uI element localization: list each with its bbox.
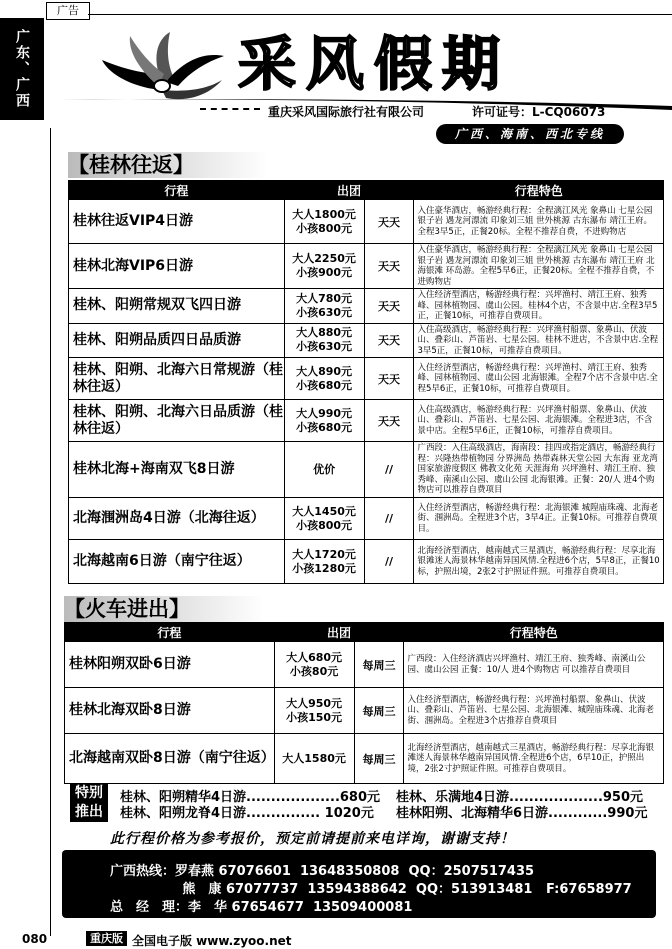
child-price: 小孩680元 <box>296 378 353 392</box>
route-features: 入住经济型酒店，畅游经典行程：兴坪渔村船票、象鼻山、伏波山、叠彩山、芦笛岩、七星公园、北海银滩、城隍庙珠魂、北海老街、涠洲岛。全程进3个店推荐自费项目 <box>404 688 664 734</box>
col-header-features: 行程特色 <box>414 181 664 200</box>
route-name: 北海越南6日游（南宁往返） <box>69 540 285 584</box>
page-number: 080 <box>22 932 48 946</box>
price-cell <box>284 498 364 540</box>
price-cell <box>284 442 364 498</box>
departure-frequency: 天天 <box>364 244 414 289</box>
table-row <box>65 642 664 688</box>
price-cell <box>284 540 364 584</box>
departure-frequency: // <box>364 442 414 498</box>
table-row <box>69 442 664 498</box>
train-table <box>64 622 664 784</box>
table-row <box>69 289 664 324</box>
table-row <box>69 498 664 540</box>
child-price: 小孩900元 <box>296 266 353 279</box>
route-features: 入住高级酒店，畅游经典行程：兴坪渔村船票、象鼻山、伏波山、叠彩山、芦笛岩、七星公园、北海银滩。全程进3店，不含景中店。全程5早6正，正餐10标，可推荐自费项目。 <box>414 400 664 442</box>
child-price: 小孩630元 <box>296 305 353 319</box>
specialty-lines-badge: 广西、海南、西北专线 <box>436 124 624 144</box>
departure-frequency: 天天 <box>364 400 414 442</box>
table-row <box>69 323 664 358</box>
dashed-rule <box>200 108 260 110</box>
departure-frequency: 天天 <box>364 358 414 400</box>
route-name: 桂林、阳朔品质四日品质游 <box>69 323 285 358</box>
route-features: 北海经济型酒店，越南越式三星酒店，畅游经典行程：尽享北海银滩迷人海景林华越南异国风情.全程进6个店，5早8正，正餐10标，护照出境，2张2寸护照证件照。可推荐自费项目。 <box>414 540 664 584</box>
price-cell <box>284 358 364 400</box>
price-cell <box>284 244 364 289</box>
adult-price: 大人1580元 <box>282 751 346 765</box>
guilin-table <box>68 180 664 584</box>
col-header-route: 行程 <box>65 623 275 642</box>
child-price: 小孩800元 <box>296 518 353 532</box>
table-row <box>69 358 664 400</box>
table-header-row <box>65 623 664 642</box>
child-price: 小孩1280元 <box>292 561 356 575</box>
departure-frequency: 每周三 <box>354 642 404 688</box>
col-header-features: 行程特色 <box>404 623 664 642</box>
departure-frequency: 天天 <box>364 323 414 358</box>
route-name: 北海涠洲岛4日游（北海往返） <box>69 498 285 540</box>
route-features: 入住经济型酒店，畅游经典行程：兴坪渔村、靖江王府、独秀峰、园林植物园、虞山公园 北海银滩。全程7个店不含景中店.全程5早6正，正餐10标，可推荐自费项目。 <box>414 358 664 400</box>
special-price: 优价 <box>313 462 336 476</box>
route-features: 入住高级酒店，畅游经典行程：兴坪渔村船票、象鼻山、伏波山、叠彩山、芦笛岩、七星公园。桂林不进店，不含景中店.全程3早5正，正餐10标，可推荐自费项目。 <box>414 323 664 358</box>
special-offer-label: 特别推出 <box>70 784 108 822</box>
child-price: 小孩630元 <box>296 340 353 354</box>
departure-frequency: 每周三 <box>354 734 404 784</box>
adult-price: 大人990元 <box>296 406 353 420</box>
price-notice: 此行程价格为参考报价，预定前请提前来电详询，谢谢支持！ <box>110 831 515 847</box>
top-rule <box>88 14 672 15</box>
departure-frequency: 每周三 <box>354 688 404 734</box>
hotline-row: 广西热线：罗春燕 67076601 13648350808 QQ：2507517435 <box>110 864 535 879</box>
table-row <box>65 734 664 784</box>
route-features: 广西段：入住高级酒店，海南段：挂四或指定酒店，畅游经典行程：兴隆热带植物园 分界洲岛 热带森林天堂公园 大东海 亚龙湾国家旅游度假区 佛教文化苑 天涯海角 兴坪渔村、靖江王府、独秀峰、南溪山公园、虞山公园 北海银滩。正餐：20/人 进4个购物店可以推荐自费项目 <box>414 442 664 498</box>
col-header-departure: 出团 <box>274 623 404 642</box>
brand-title: 采风假期 <box>238 30 511 98</box>
route-features: 入住豪华酒店，畅游经典行程：全程漓江风光 象鼻山 七星公园 银子岩 遇龙河漂流 印象刘三姐 世外桃源 古东瀑布 靖江王府。全程3早5正，正餐20标。全程不推荐自费，不进购物店 <box>414 200 664 244</box>
route-features: 广西段：入住经济酒店兴坪渔村、靖江王府、独秀峰、南溪山公园、虞山公园 正餐：10/人 进4个购物店 可以推荐自费项目 <box>404 642 664 688</box>
route-features: 入住豪华酒店，畅游经典行程：全程漓江风光 象鼻山 七星公园 银子岩 遇龙河漂流 印象刘三姐 世外桃源 古东瀑布 靖江王府 北海银滩 环岛游。全程5早6正，正餐20标。全程不推荐自费，不进购物店 <box>414 244 664 289</box>
route-name: 桂林北海+海南双飞8日游 <box>69 442 285 498</box>
table-row <box>65 688 664 734</box>
route-name: 桂林往返VIP4日游 <box>69 200 285 244</box>
child-price: 小孩800元 <box>296 221 353 235</box>
hotline-row: 总 经 理：李 华 67654677 13509400081 <box>110 900 413 915</box>
table-row <box>69 244 664 289</box>
table-row <box>69 540 664 584</box>
departure-frequency: 天天 <box>364 289 414 324</box>
page-footer <box>0 930 672 948</box>
special-offer-item: 桂林阳朔、北海精华6日游............990元 <box>396 806 648 821</box>
route-name: 桂林北海双卧8日游 <box>65 688 275 734</box>
special-offer-item: 桂林、阳朔精华4日游...................680元 <box>120 790 381 805</box>
adult-price: 大人680元 <box>286 650 343 664</box>
adult-price: 大人780元 <box>296 291 353 305</box>
adult-price: 大人950元 <box>286 696 343 710</box>
col-header-route: 行程 <box>69 181 285 200</box>
adult-price: 大人1800元 <box>292 207 356 221</box>
ad-tag: 广告 <box>46 2 90 20</box>
route-name: 桂林阳朔双卧6日游 <box>65 642 275 688</box>
price-cell <box>284 289 364 324</box>
adult-price: 大人880元 <box>296 326 353 340</box>
price-cell <box>284 400 364 442</box>
departure-frequency: // <box>364 540 414 584</box>
route-features: 北海经济型酒店，越南越式三星酒店，畅游经典行程：尽享北海银滩迷人海景林华越南异国风情.全程进6个店，6早10正，护照出境，2张2寸护照证件照。可推荐自费项目。 <box>404 734 664 784</box>
departure-frequency: 天天 <box>364 200 414 244</box>
departure-frequency: // <box>364 498 414 540</box>
route-features: 入住经济型酒店，畅游经典行程：北海银滩 城隍庙珠魂、北海老街、涠洲岛。全程进3个店，3早4正。正餐10标。可推荐自费项目。 <box>414 498 664 540</box>
route-name: 桂林北海VIP6日游 <box>69 244 285 289</box>
table-header-row <box>69 181 664 200</box>
route-name: 桂林、阳朔、北海六日常规游（桂林往返） <box>69 358 285 400</box>
guilin-section-title: 【桂林往返】 <box>68 152 194 178</box>
adult-price: 大人2250元 <box>292 252 356 265</box>
table-row <box>69 400 664 442</box>
left-rule <box>50 128 51 936</box>
edition-badge: 重庆版 <box>86 931 127 946</box>
price-cell <box>284 323 364 358</box>
price-cell <box>274 688 354 734</box>
special-offer-item: 桂林、乐满地4日游...................950元 <box>396 790 644 805</box>
route-name: 桂林、阳朔常规双飞四日游 <box>69 289 285 324</box>
child-price: 小孩80元 <box>289 664 339 678</box>
adult-price: 大人1450元 <box>292 504 356 518</box>
child-price: 小孩680元 <box>296 420 353 434</box>
license-number: 许可证号：L-CQ06073 <box>472 105 606 119</box>
special-offer-item: 桂林、阳朔龙脊4日游............... 1020元 <box>120 806 374 821</box>
hotline-panel <box>62 850 656 918</box>
route-name: 北海越南双卧8日游（南宁往返） <box>65 734 275 784</box>
adult-price: 大人890元 <box>296 364 353 378</box>
price-cell <box>274 734 354 784</box>
hotline-row: 熊 康 67077737 13594388642 QQ：513913481 F:67658977 <box>110 882 632 897</box>
region-side-tab: 广东、广西 <box>0 18 44 120</box>
price-cell <box>274 642 354 688</box>
route-name: 桂林、阳朔、北海六日品质游（桂林往返） <box>69 400 285 442</box>
train-section-title: 【火车进出】 <box>64 596 190 622</box>
price-cell <box>284 200 364 244</box>
adult-price: 大人1720元 <box>292 547 356 561</box>
route-features: 入住经济型酒店，畅游经典行程：兴坪渔村、靖江王府、独秀峰、园林植物园、虞山公园。桂林4个店，不含景中店.全程3早5正，正餐10标，可推荐自费项目。 <box>414 289 664 324</box>
edition-link[interactable]: 全国电子版 www.zyoo.net <box>132 934 292 948</box>
company-name: 重庆采风国际旅行社有限公司 <box>268 105 425 119</box>
table-row <box>69 200 664 244</box>
col-header-departure: 出团 <box>284 181 414 200</box>
child-price: 小孩150元 <box>286 710 343 724</box>
